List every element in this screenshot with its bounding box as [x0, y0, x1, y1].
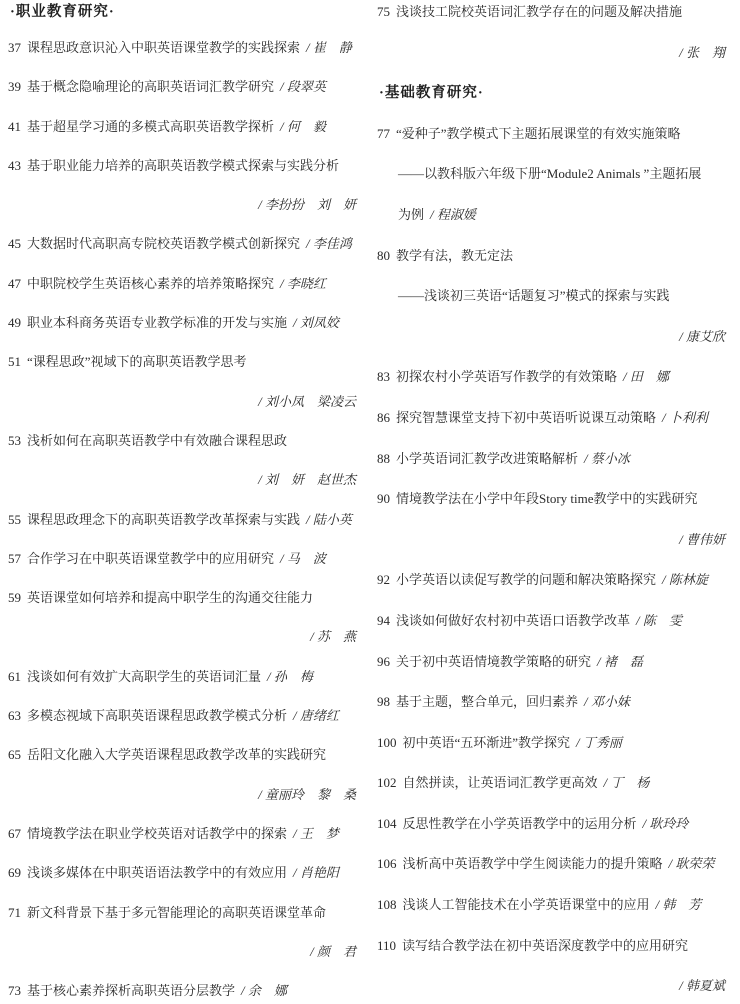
toc-author: / 韩 芳: [655, 897, 702, 913]
toc-page-number: 110: [377, 937, 397, 953]
toc-entry: [377, 489, 727, 509]
toc-page-number: 94: [377, 612, 390, 628]
toc-entry: [8, 274, 358, 294]
toc-author: / 田 娜: [623, 369, 669, 385]
toc-page-number: 80: [377, 247, 390, 263]
toc-title: 情境教学法在职业学校英语对话教学中的探索: [27, 825, 288, 841]
toc-title: 浅析如何在高职英语教学中有效融合课程思政: [27, 432, 288, 448]
toc-author: / 程淑媛: [430, 206, 476, 222]
toc-entry: [377, 570, 727, 590]
toc-author: / 陆小英: [306, 511, 352, 527]
toc-entry: [377, 895, 727, 915]
toc-author: / 刘凤姣: [293, 315, 339, 331]
toc-author: / 蔡小冰: [584, 450, 630, 466]
toc-title: 基于概念隐喻理论的高职英语词汇教学研究: [27, 79, 275, 95]
toc-author-line: [377, 327, 727, 347]
toc-entry: [377, 449, 727, 469]
toc-title: 大数据时代高职高专院校英语教学模式创新探究: [27, 236, 301, 252]
toc-author: / 卜利利: [662, 409, 708, 425]
toc-author: / 耿荣荣: [668, 856, 715, 872]
toc-author: / 耿玲玲: [642, 815, 689, 831]
toc-entry: [8, 981, 358, 1001]
toc-title: 反思性教学在小学英语教学中的运用分析: [402, 815, 637, 831]
toc-entry: [377, 652, 727, 672]
toc-entry: [377, 692, 727, 712]
toc-entry: [377, 814, 727, 834]
toc-page-number: 75: [377, 4, 390, 19]
toc-entry: [8, 431, 358, 451]
toc-entry: [8, 77, 358, 97]
toc-author: / 孙 梅: [267, 668, 313, 684]
toc-author: / 肖艳阳: [293, 865, 339, 881]
toc-subtitle-line: [377, 286, 727, 306]
toc-author-line: [8, 195, 358, 215]
toc-author: / 丁秀丽: [576, 734, 622, 750]
toc-author: / 褚 磊: [597, 653, 643, 669]
toc-entry: [377, 936, 727, 956]
toc-entry: [8, 352, 358, 372]
toc-subtitle-line: [377, 205, 727, 225]
toc-page-number: 106: [377, 856, 397, 872]
toc-entry: [377, 246, 727, 266]
toc-page-number: 98: [377, 694, 390, 710]
toc-page-number: 67: [8, 825, 21, 841]
toc-entry: [8, 156, 358, 176]
toc-page-number: 45: [8, 236, 21, 252]
toc-page-number: 96: [377, 653, 390, 669]
toc-title: 小学英语词汇教学改进策略解析: [396, 450, 579, 466]
toc-title: 关于初中英语情境教学策略的研究: [396, 653, 592, 669]
toc-title: 基于超星学习通的多模式高职英语教学探析: [27, 118, 275, 134]
toc-author: / 王 梦: [293, 825, 339, 841]
toc-author-line: [8, 942, 358, 962]
toc-title: 职业本科商务英语专业教学标准的开发与实施: [27, 315, 288, 331]
toc-page-number: 49: [8, 315, 21, 331]
toc-page-number: 65: [8, 747, 21, 763]
toc-page-number: 108: [377, 897, 397, 913]
toc-page-number: 102: [377, 775, 397, 791]
toc-entry: [377, 367, 727, 387]
toc-author: / 曹伟妍: [679, 531, 725, 547]
toc-entry: [8, 745, 358, 765]
left-column: [8, 2, 358, 1001]
toc-author: / 李扮扮 刘 妍: [258, 197, 356, 213]
toc-page-number: 86: [377, 409, 390, 425]
toc-page-number: 41: [8, 118, 21, 134]
toc-entry: [8, 117, 358, 137]
toc-title: 读写结合教学法在初中英语深度教学中的应用研究: [402, 937, 689, 953]
toc-author: / 余 娜: [241, 983, 287, 999]
toc-author-line: [377, 530, 727, 550]
toc-title: 浅谈人工智能技术在小学英语课堂中的应用: [402, 897, 650, 913]
toc-title: 情境教学法在小学中年段Story time教学中的实践研究: [396, 491, 698, 507]
section-title-vocational-education: ·职业教育研究·: [10, 4, 115, 20]
toc-title: 浅谈如何有效扩大高职学生的英语词汇量: [27, 668, 262, 684]
toc-author: / 刘 妍 赵世杰: [258, 472, 356, 488]
toc-author: / 刘小凤 梁凌云: [258, 393, 356, 409]
toc-title: “爱种子”教学模式下主题拓展课堂的有效实施策略: [396, 125, 681, 141]
toc-entry: [8, 863, 358, 883]
toc-page-number: 104: [377, 815, 397, 831]
toc-page-number: 77: [377, 125, 390, 141]
toc-subtitle: ——浅谈初三英语“话题复习”模式的探索与实践: [398, 288, 670, 304]
toc-title: 中职院校学生英语核心素养的培养策略探究: [27, 275, 275, 291]
toc-subtitle: ——以教科版六年级下册“Module2 Animals ”主题拓展: [398, 166, 702, 182]
toc-author-line: [8, 785, 358, 805]
toc-title: 自然拼读，让英语词汇教学更高效: [402, 775, 598, 791]
toc-page-number: 61: [8, 668, 21, 684]
toc-page-number: 53: [8, 432, 21, 448]
toc-page-number: 83: [377, 369, 390, 385]
toc-author: / 邓小妹: [584, 694, 630, 710]
toc-author-line: [8, 627, 358, 647]
toc-subtitle-continued: 为例: [398, 206, 425, 222]
toc-entry: [377, 408, 727, 428]
toc-page-number: 47: [8, 275, 21, 291]
toc-title: 基于主题，整合单元，回归素养: [396, 694, 579, 710]
toc-author: / 童丽玲 黎 桑: [258, 786, 356, 802]
toc-page-number: 59: [8, 590, 21, 606]
toc-author: / 韩夏斌: [679, 978, 725, 994]
toc-title: 课程思政意识沁入中职英语课堂教学的实践探索: [27, 40, 301, 55]
toc-title: 课程思政理念下的高职英语教学改革探索与实践: [27, 511, 301, 527]
toc-author: / 张 翔: [679, 44, 725, 60]
toc-author-line: [8, 392, 358, 412]
toc-page-number: 43: [8, 157, 21, 173]
toc-author: / 崔 静: [306, 40, 352, 55]
right-column: [377, 2, 727, 996]
toc-title: 基于核心素养探析高职英语分层教学: [27, 983, 236, 999]
toc-entry: [8, 706, 358, 726]
toc-author: / 丁 杨: [603, 775, 650, 791]
toc-title: 初探农村小学英语写作教学的有效策略: [396, 369, 618, 385]
toc-author-line: [377, 43, 727, 63]
toc-entry: [8, 824, 358, 844]
toc-entry: [8, 313, 358, 333]
toc-entry: [377, 611, 727, 631]
toc-title: 小学英语以读促写教学的问题和解决策略探究: [396, 572, 657, 588]
toc-entry: [8, 549, 358, 569]
section-title-basic-education: ·基础教育研究·: [379, 85, 484, 102]
toc-title: 浅析高中英语教学中学生阅读能力的提升策略: [402, 856, 663, 872]
toc-title: 探究智慧课堂支持下初中英语听说课互动策略: [396, 409, 657, 425]
toc-title: 新文科背景下基于多元智能理论的高职英语课堂革命: [27, 904, 327, 920]
toc-title: 浅谈多媒体在中职英语语法教学中的有效应用: [27, 865, 288, 881]
toc-entry: [377, 733, 727, 753]
toc-author: / 唐绪红: [293, 708, 339, 724]
toc-entry: [8, 510, 358, 530]
toc-page-number: 100: [377, 734, 397, 750]
toc-entry: [377, 854, 727, 874]
toc-title: 教学有法，教无定法: [396, 247, 514, 263]
toc-title: 浅谈技工院校英语词汇教学存在的问题及解决措施: [396, 4, 683, 19]
toc-page-number: 55: [8, 511, 21, 527]
toc-author: / 陈 雯: [636, 612, 682, 628]
toc-page-number: 88: [377, 450, 390, 466]
toc-author: / 李晓红: [280, 275, 326, 291]
toc-title: “课程思政”视域下的高职英语教学思考: [27, 354, 247, 370]
toc-title: 合作学习在中职英语课堂教学中的应用研究: [27, 550, 275, 566]
toc-entry: [377, 773, 727, 793]
toc-subtitle-line: [377, 164, 727, 184]
toc-author: / 李佳鸿: [306, 236, 352, 252]
toc-title: 多模态视域下高职英语课程思政教学模式分析: [27, 708, 288, 724]
toc-page-number: 90: [377, 491, 390, 507]
toc-title: 初中英语“五环渐进”教学探究: [402, 734, 571, 750]
toc-page-number: 51: [8, 354, 21, 370]
toc-page-number: 73: [8, 983, 21, 999]
toc-author: / 马 波: [280, 550, 326, 566]
toc-entry: [8, 588, 358, 608]
toc-entry: [8, 38, 358, 58]
toc-title: 岳阳文化融入大学英语课程思政教学改革的实践研究: [27, 747, 327, 763]
toc-page-number: 39: [8, 79, 21, 95]
toc-author: / 颜 君: [310, 943, 356, 959]
toc-author: / 段翠英: [280, 79, 326, 95]
toc-author: / 苏 燕: [310, 629, 356, 645]
toc-author: / 何 毅: [280, 118, 326, 134]
toc-title: 英语课堂如何培养和提高中职学生的沟通交往能力: [27, 590, 314, 606]
toc-page-number: 37: [8, 40, 21, 55]
toc-entry: [377, 124, 727, 144]
toc-entry: [8, 903, 358, 923]
toc-page-number: 69: [8, 865, 21, 881]
toc-page-number: 63: [8, 708, 21, 724]
toc-entry-continued: [377, 2, 727, 22]
toc-author: / 陈林旋: [662, 572, 708, 588]
toc-title: 基于职业能力培养的高职英语教学模式探索与实践分析: [27, 157, 340, 173]
toc-page-number: 57: [8, 550, 21, 566]
toc-page-number: 92: [377, 572, 390, 588]
toc-entry: [8, 234, 358, 254]
toc-author-line: [8, 470, 358, 490]
toc-page-number: 71: [8, 904, 21, 920]
toc-author-line: [377, 976, 727, 996]
toc-author: / 康艾欣: [679, 328, 725, 344]
toc-entry: [8, 667, 358, 687]
toc-title: 浅谈如何做好农村初中英语口语教学改革: [396, 612, 631, 628]
